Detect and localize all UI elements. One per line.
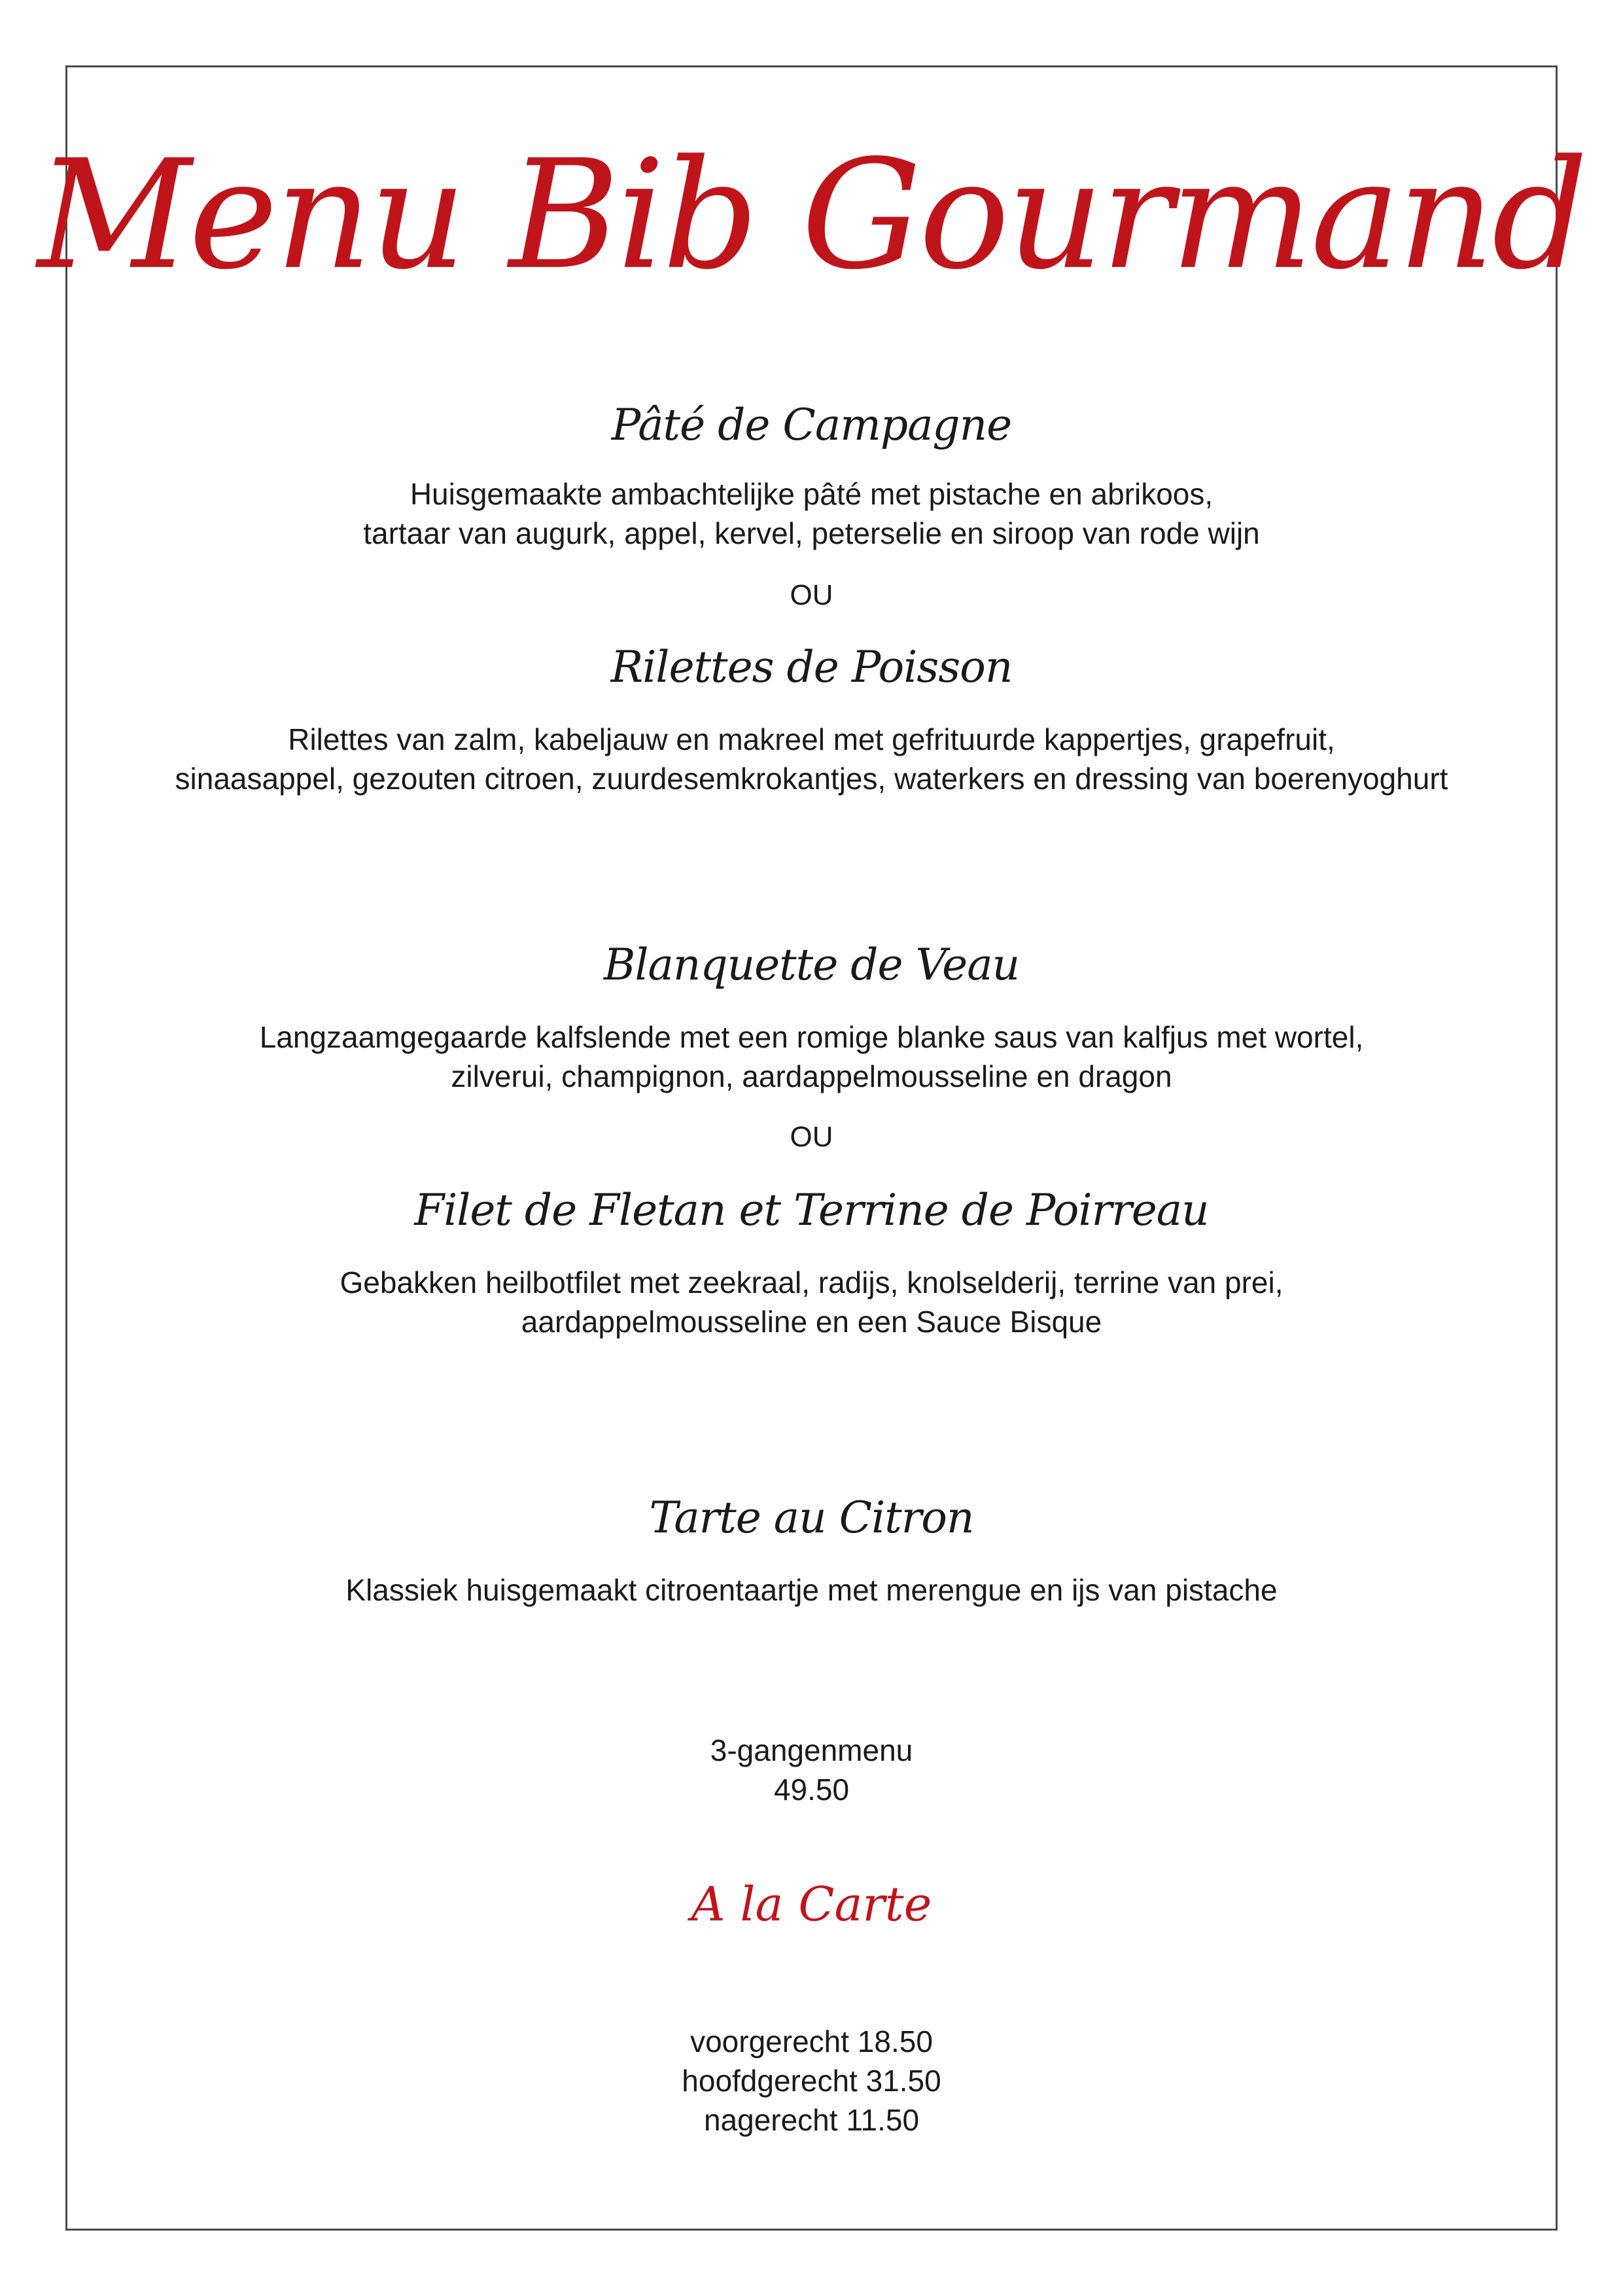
set-menu-price: 49.50 [773, 1773, 850, 1807]
dish-description-line: zilverui, champignon, aardappelmousseline en dragon [451, 1059, 1172, 1093]
a-la-carte-item: hoofdgerecht 31.50 [682, 2064, 941, 2098]
a-la-carte-item: voorgerecht 18.50 [690, 2024, 933, 2058]
dish-name-pate-de-campagne: Pâté de Campagne [611, 400, 1012, 450]
dish-name-blanquette-de-veau: Blanquette de Veau [603, 940, 1020, 990]
menu-title: Menu Bib Gourmand [37, 128, 1586, 303]
dish-description-line: tartaar van augurk, appel, kervel, peterselie en siroop van rode wijn [363, 516, 1260, 550]
a-la-carte-title: A la Carte [691, 1877, 932, 1932]
dish-name-filet-de-fletan: Filet de Fletan et Terrine de Poirreau [414, 1185, 1209, 1235]
dish-description-line: Langzaamgegaarde kalfslende met een romige blanke saus van kalfjus met wortel, [259, 1020, 1364, 1054]
or-separator: OU [790, 579, 833, 611]
dish-description-line: sinaasappel, gezouten citroen, zuurdesemkrokantjes, waterkers en dressing van boerenyoghurt [175, 762, 1448, 796]
dish-description-line: aardappelmousseline en een Sauce Bisque [521, 1305, 1102, 1339]
dish-description-line: Rilettes van zalm, kabeljauw en makreel met gefrituurde kappertjes, grapefruit, [288, 722, 1335, 756]
a-la-carte-item: nagerecht 11.50 [703, 2103, 920, 2137]
set-menu-label: 3-gangenmenu [710, 1733, 913, 1767]
dish-name-rilettes-de-poisson: Rilettes de Poisson [610, 642, 1013, 692]
or-separator: OU [790, 1121, 833, 1153]
dish-name-tarte-au-citron: Tarte au Citron [649, 1492, 974, 1543]
dish-description-line: Klassiek huisgemaakt citroentaartje met merengue en ijs van pistache [345, 1573, 1278, 1607]
dish-description-line: Huisgemaakte ambachtelijke pâté met pistache en abrikoos, [410, 477, 1213, 511]
dish-description-line: Gebakken heilbotfilet met zeekraal, radijs, knolselderij, terrine van prei, [340, 1265, 1283, 1299]
